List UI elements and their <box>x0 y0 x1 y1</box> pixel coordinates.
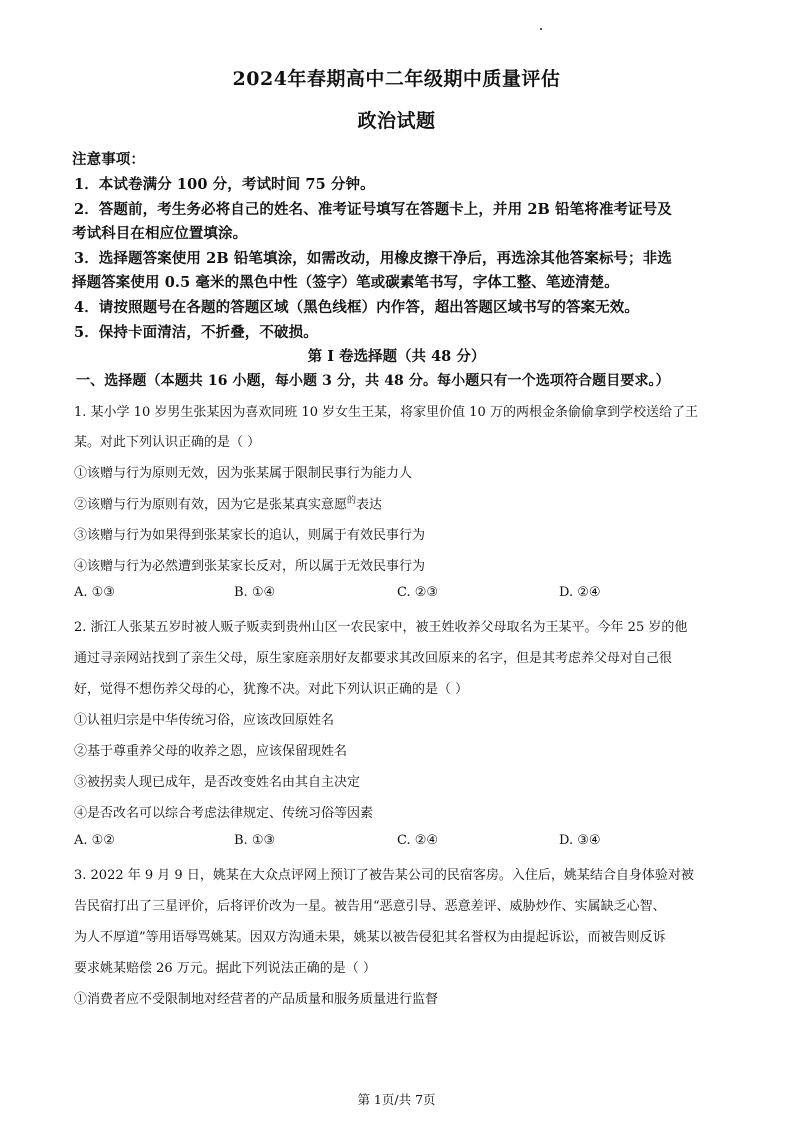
statement-text: ②该赠与行为原则有效，因为它是张某真实意愿 <box>74 497 348 513</box>
page-footer: 第 1页/共 7页 <box>357 1092 436 1107</box>
page-subtitle: 政治试题 <box>357 110 436 132</box>
statement: ①认祖归宗是中华传统习俗，应该改回原姓名 <box>74 713 335 728</box>
option-a: A. ①③ <box>74 585 115 600</box>
notice-line: 5．保持卡面清洁，不折叠，不破损。 <box>74 324 318 341</box>
notice-line: 3．选择题答案使用 2B 铅笔填涂，如需改动，用橡皮擦干净后，再选涂其他答案标号；非选 <box>74 250 672 267</box>
statement: ④是否改名可以综合考虑法律规定、传统习俗等因素 <box>74 806 374 821</box>
statement <box>74 493 734 512</box>
statement: ③被拐卖人现已成年，是否改变姓名由其自主决定 <box>74 775 361 790</box>
question-stem: 好，觉得不想伤养父母的心，犹豫不决。对此下列认识正确的是（ ） <box>74 682 469 697</box>
option-a: A. ①② <box>74 833 115 848</box>
notice-line: 2．答题前，考生务必将自己的姓名、准考证号填写在答题卡上，并用 2B 铅笔将准考证号及 <box>74 201 672 218</box>
question-stem: 告民宿打出了三星评价，后将评价改为一星。被告用“恶意引导、恶意差评、威胁炒作、实属缺乏心智、 <box>74 899 666 914</box>
statement: ③该赠与行为如果得到张某家长的追认，则属于有效民事行为 <box>74 528 426 543</box>
question-stem: 2. 浙江人张某五岁时被人贩子贩卖到贵州山区一农民家中，被王姓收养父母取名为王某平。今年 25 岁的他 <box>74 620 688 635</box>
option-d: D. ③④ <box>559 833 601 848</box>
option-b: B. ①④ <box>234 585 276 600</box>
section-title: 第 I 卷选择题（共 48 分） <box>307 348 486 365</box>
question-stem: 某。对此下列认识正确的是（ ） <box>74 435 261 450</box>
statement-tail: 表达 <box>356 497 383 513</box>
option-c: C. ②④ <box>397 833 439 848</box>
question-stem: 通过寻亲网站找到了亲生父母，原生家庭亲朋好友都要求其改回原来的名字，但是其考虑养父母对自己很 <box>74 651 673 666</box>
option-d: D. ②④ <box>559 585 601 600</box>
page-title: 2024年春期高中二年级期中质量评估 <box>232 68 561 90</box>
notice-line: 4．请按照题号在各题的答题区域（黑色线框）内作答，超出答题区域书写的答案无效。 <box>74 299 639 316</box>
statement: ①消费者应不受限制地对经营者的产品质量和服务质量进行监督 <box>74 992 439 1007</box>
question-stem: 要求姚某赔偿 26 万元。据此下列说法正确的是（ ） <box>74 961 376 976</box>
notice-line: 择题答案使用 0.5 毫米的黑色中性（签字）笔或碳素笔书写，字体工整、笔迹清楚。 <box>72 274 619 291</box>
statement: ④该赠与行为必然遭到张某家长反对，所以属于无效民事行为 <box>74 559 426 574</box>
notice-heading: 注意事项： <box>72 151 145 168</box>
statement: ①该赠与行为原则无效，因为张某属于限制民事行为能力人 <box>74 466 413 481</box>
notice-line: 1．本试卷满分 100 分，考试时间 75 分钟。 <box>74 176 375 193</box>
statement-superscript: 的 <box>347 496 357 506</box>
question-stem: 为人不厚道”等用语辱骂姚某。因双方沟通未果，姚某以被告侵犯其名誉权为由提起诉讼，而被告则反诉 <box>74 930 666 945</box>
scan-dot <box>540 28 542 30</box>
notice-line: 考试科目在相应位置填涂。 <box>72 225 248 242</box>
question-stem: 3. 2022 年 9 月 9 日，姚某在大众点评网上预订了被告某公司的民宿客房。入住后，姚某结合自身体验对被 <box>74 868 694 883</box>
option-c: C. ②③ <box>397 585 439 600</box>
section-instruction: 一、选择题（本题共 16 小题，每小题 3 分，共 48 分。每小题只有一个选项符合题目要求。） <box>76 373 670 389</box>
statement: ②基于尊重养父母的收养之恩，应该保留现姓名 <box>74 744 348 759</box>
question-stem: 1. 某小学 10 岁男生张某因为喜欢同班 10 岁女生王某，将家里价值 10 万的两根金条偷偷拿到学校送给了王 <box>74 405 698 420</box>
option-b: B. ①③ <box>234 833 276 848</box>
